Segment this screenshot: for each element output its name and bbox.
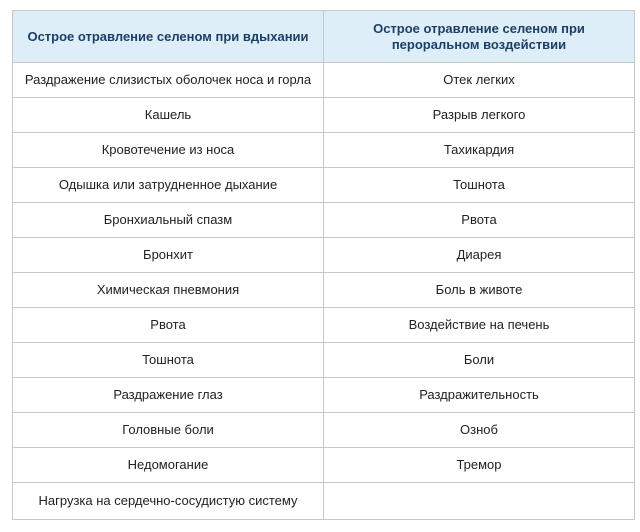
table-row — [13, 308, 635, 343]
table-row — [13, 203, 635, 238]
symptoms-table — [12, 10, 635, 520]
cell-oral: Тошнота — [324, 168, 635, 203]
cell-oral: Рвота — [324, 203, 635, 238]
cell-oral — [324, 483, 635, 520]
table-row — [13, 238, 635, 273]
cell-inhalation: Бронхиальный спазм — [13, 203, 324, 238]
cell-oral: Боли — [324, 343, 635, 378]
table-row — [13, 63, 635, 98]
table-row — [13, 273, 635, 308]
table-row — [13, 168, 635, 203]
table-row — [13, 133, 635, 168]
cell-inhalation: Раздражение глаз — [13, 378, 324, 413]
cell-oral: Тахикардия — [324, 133, 635, 168]
cell-oral: Тремор — [324, 448, 635, 483]
table-row — [13, 448, 635, 483]
table-row — [13, 98, 635, 133]
cell-inhalation: Кашель — [13, 98, 324, 133]
table-row — [13, 413, 635, 448]
cell-inhalation: Рвота — [13, 308, 324, 343]
cell-oral: Раздражительность — [324, 378, 635, 413]
cell-inhalation: Головные боли — [13, 413, 324, 448]
cell-inhalation: Одышка или затрудненное дыхание — [13, 168, 324, 203]
cell-inhalation: Нагрузка на сердечно-сосудистую систему — [13, 483, 324, 520]
symptoms-table-container — [12, 10, 634, 520]
cell-oral: Боль в животе — [324, 273, 635, 308]
cell-oral: Озноб — [324, 413, 635, 448]
cell-oral: Диарея — [324, 238, 635, 273]
table-row — [13, 483, 635, 520]
table-header-row — [13, 11, 635, 63]
cell-inhalation: Кровотечение из носа — [13, 133, 324, 168]
table-row — [13, 378, 635, 413]
table-row — [13, 343, 635, 378]
cell-oral: Разрыв легкого — [324, 98, 635, 133]
header-inhalation: Острое отравление селеном при вдыхании — [13, 11, 324, 63]
cell-inhalation: Химическая пневмония — [13, 273, 324, 308]
cell-inhalation: Раздражение слизистых оболочек носа и горла — [13, 63, 324, 98]
cell-oral: Воздействие на печень — [324, 308, 635, 343]
cell-oral: Отек легких — [324, 63, 635, 98]
cell-inhalation: Бронхит — [13, 238, 324, 273]
cell-inhalation: Недомогание — [13, 448, 324, 483]
header-oral: Острое отравление селеном при пероральном воздействии — [324, 11, 635, 63]
cell-inhalation: Тошнота — [13, 343, 324, 378]
